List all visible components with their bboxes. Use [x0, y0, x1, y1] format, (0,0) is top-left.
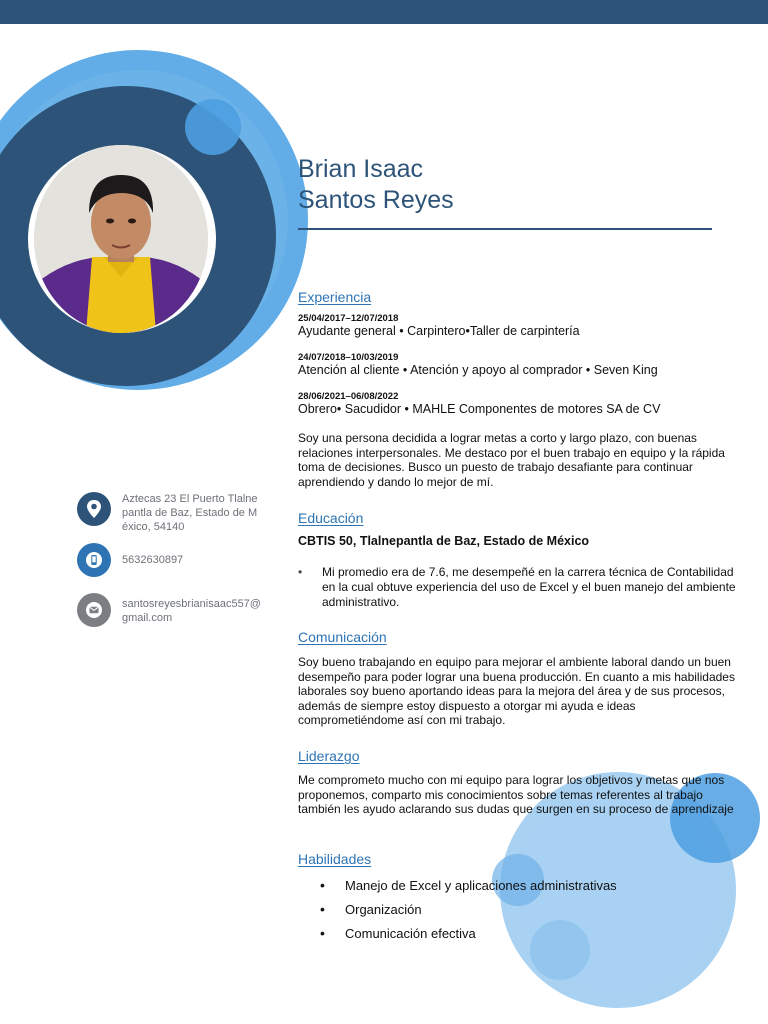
candidate-name [298, 154, 454, 216]
experience-title: Experiencia [298, 289, 372, 305]
job-1 [298, 313, 738, 338]
last-names: Santos Reyes [298, 186, 454, 214]
job-dates: 24/07/2018–10/03/2019 [298, 352, 399, 363]
leadership-text: Me comprometo mucho con mi equipo para lograr los objetivos y metas que nos proponemos, comparto mis conocimientos sobre temas referentes al trabajo también les ayudo aclarando sus dudas que surgen en su proceso de aprendizaje [298, 773, 734, 816]
skills-title: Habilidades [298, 851, 372, 867]
experience-summary: Soy una persona decidida a lograr metas a corto y largo plazo, con buenas relaciones interpersonales. Me destaco por el buen trabajo en equipo y la rápida toma de decisiones. Busco un puesto de trabajo desafiante para continuar aprendiendo y dando lo mejor de mí. [298, 431, 725, 489]
job-role: Atención al cliente • Atención y apoyo al comprador • Seven King [298, 363, 658, 377]
leadership-title: Liderazgo [298, 748, 360, 764]
small-accent-circle [185, 99, 241, 155]
skills-list [298, 878, 738, 950]
leadership-section [298, 748, 738, 764]
education-section [298, 510, 738, 526]
name-divider [298, 228, 712, 230]
list-item: • Comunicación efectiva [298, 926, 738, 950]
communication-title: Comunicación [298, 629, 387, 645]
experience-section [298, 289, 738, 305]
job-3 [298, 391, 738, 416]
contact-phone [77, 543, 262, 577]
job-role: Obrero• Sacudidor • MAHLE Componentes de motores SA de CV [298, 402, 661, 416]
contact-address [77, 492, 262, 534]
list-item: • Mi promedio era de 7.6, me desempeñé en la carrera técnica de Contabilidad en la cual obtuve experiencia del uso de Excel y el buen manejo del ambiente administrativo. [298, 565, 738, 610]
first-names: Brian Isaac [298, 155, 424, 183]
education-school: CBTIS 50, Tlalnepantla de Baz, Estado de México [298, 534, 590, 548]
profile-photo [34, 145, 208, 333]
contact-email [77, 593, 262, 627]
communication-text: Soy bueno trabajando en equipo para mejorar el ambiente laboral dando un buen desempeño para poder lograr una buena producción. En cuanto a mis habilidades laborales soy bueno aportando ideas para la mejora del área y de sus procesos, además de siempre estoy dispuesto a otorgar mi ayuda e ideas comprometiéndome así con mi trabajo. [298, 655, 735, 727]
education-title: Educación [298, 510, 364, 526]
job-role: Ayudante general • Carpintero•Taller de carpintería [298, 324, 580, 338]
job-2 [298, 352, 738, 377]
communication-section [298, 629, 738, 645]
skills-section [298, 851, 738, 867]
list-item: • Manejo de Excel y aplicaciones administrativas [298, 878, 738, 902]
email-text[interactable]: santosreyesbrianisaac557@gmail.com [122, 598, 261, 624]
list-item: • Organización [298, 902, 738, 926]
location-pin-icon [77, 492, 111, 526]
phone-icon [77, 543, 111, 577]
job-dates: 25/04/2017–12/07/2018 [298, 313, 399, 324]
phone-text: 5632630897 [122, 554, 184, 566]
email-icon [77, 593, 111, 627]
education-details [298, 565, 738, 610]
address-text: Aztecas 23 El Puerto Tlalnepantla de Baz, Estado de México, 54140 [122, 493, 258, 533]
job-dates: 28/06/2021–06/08/2022 [298, 391, 399, 402]
